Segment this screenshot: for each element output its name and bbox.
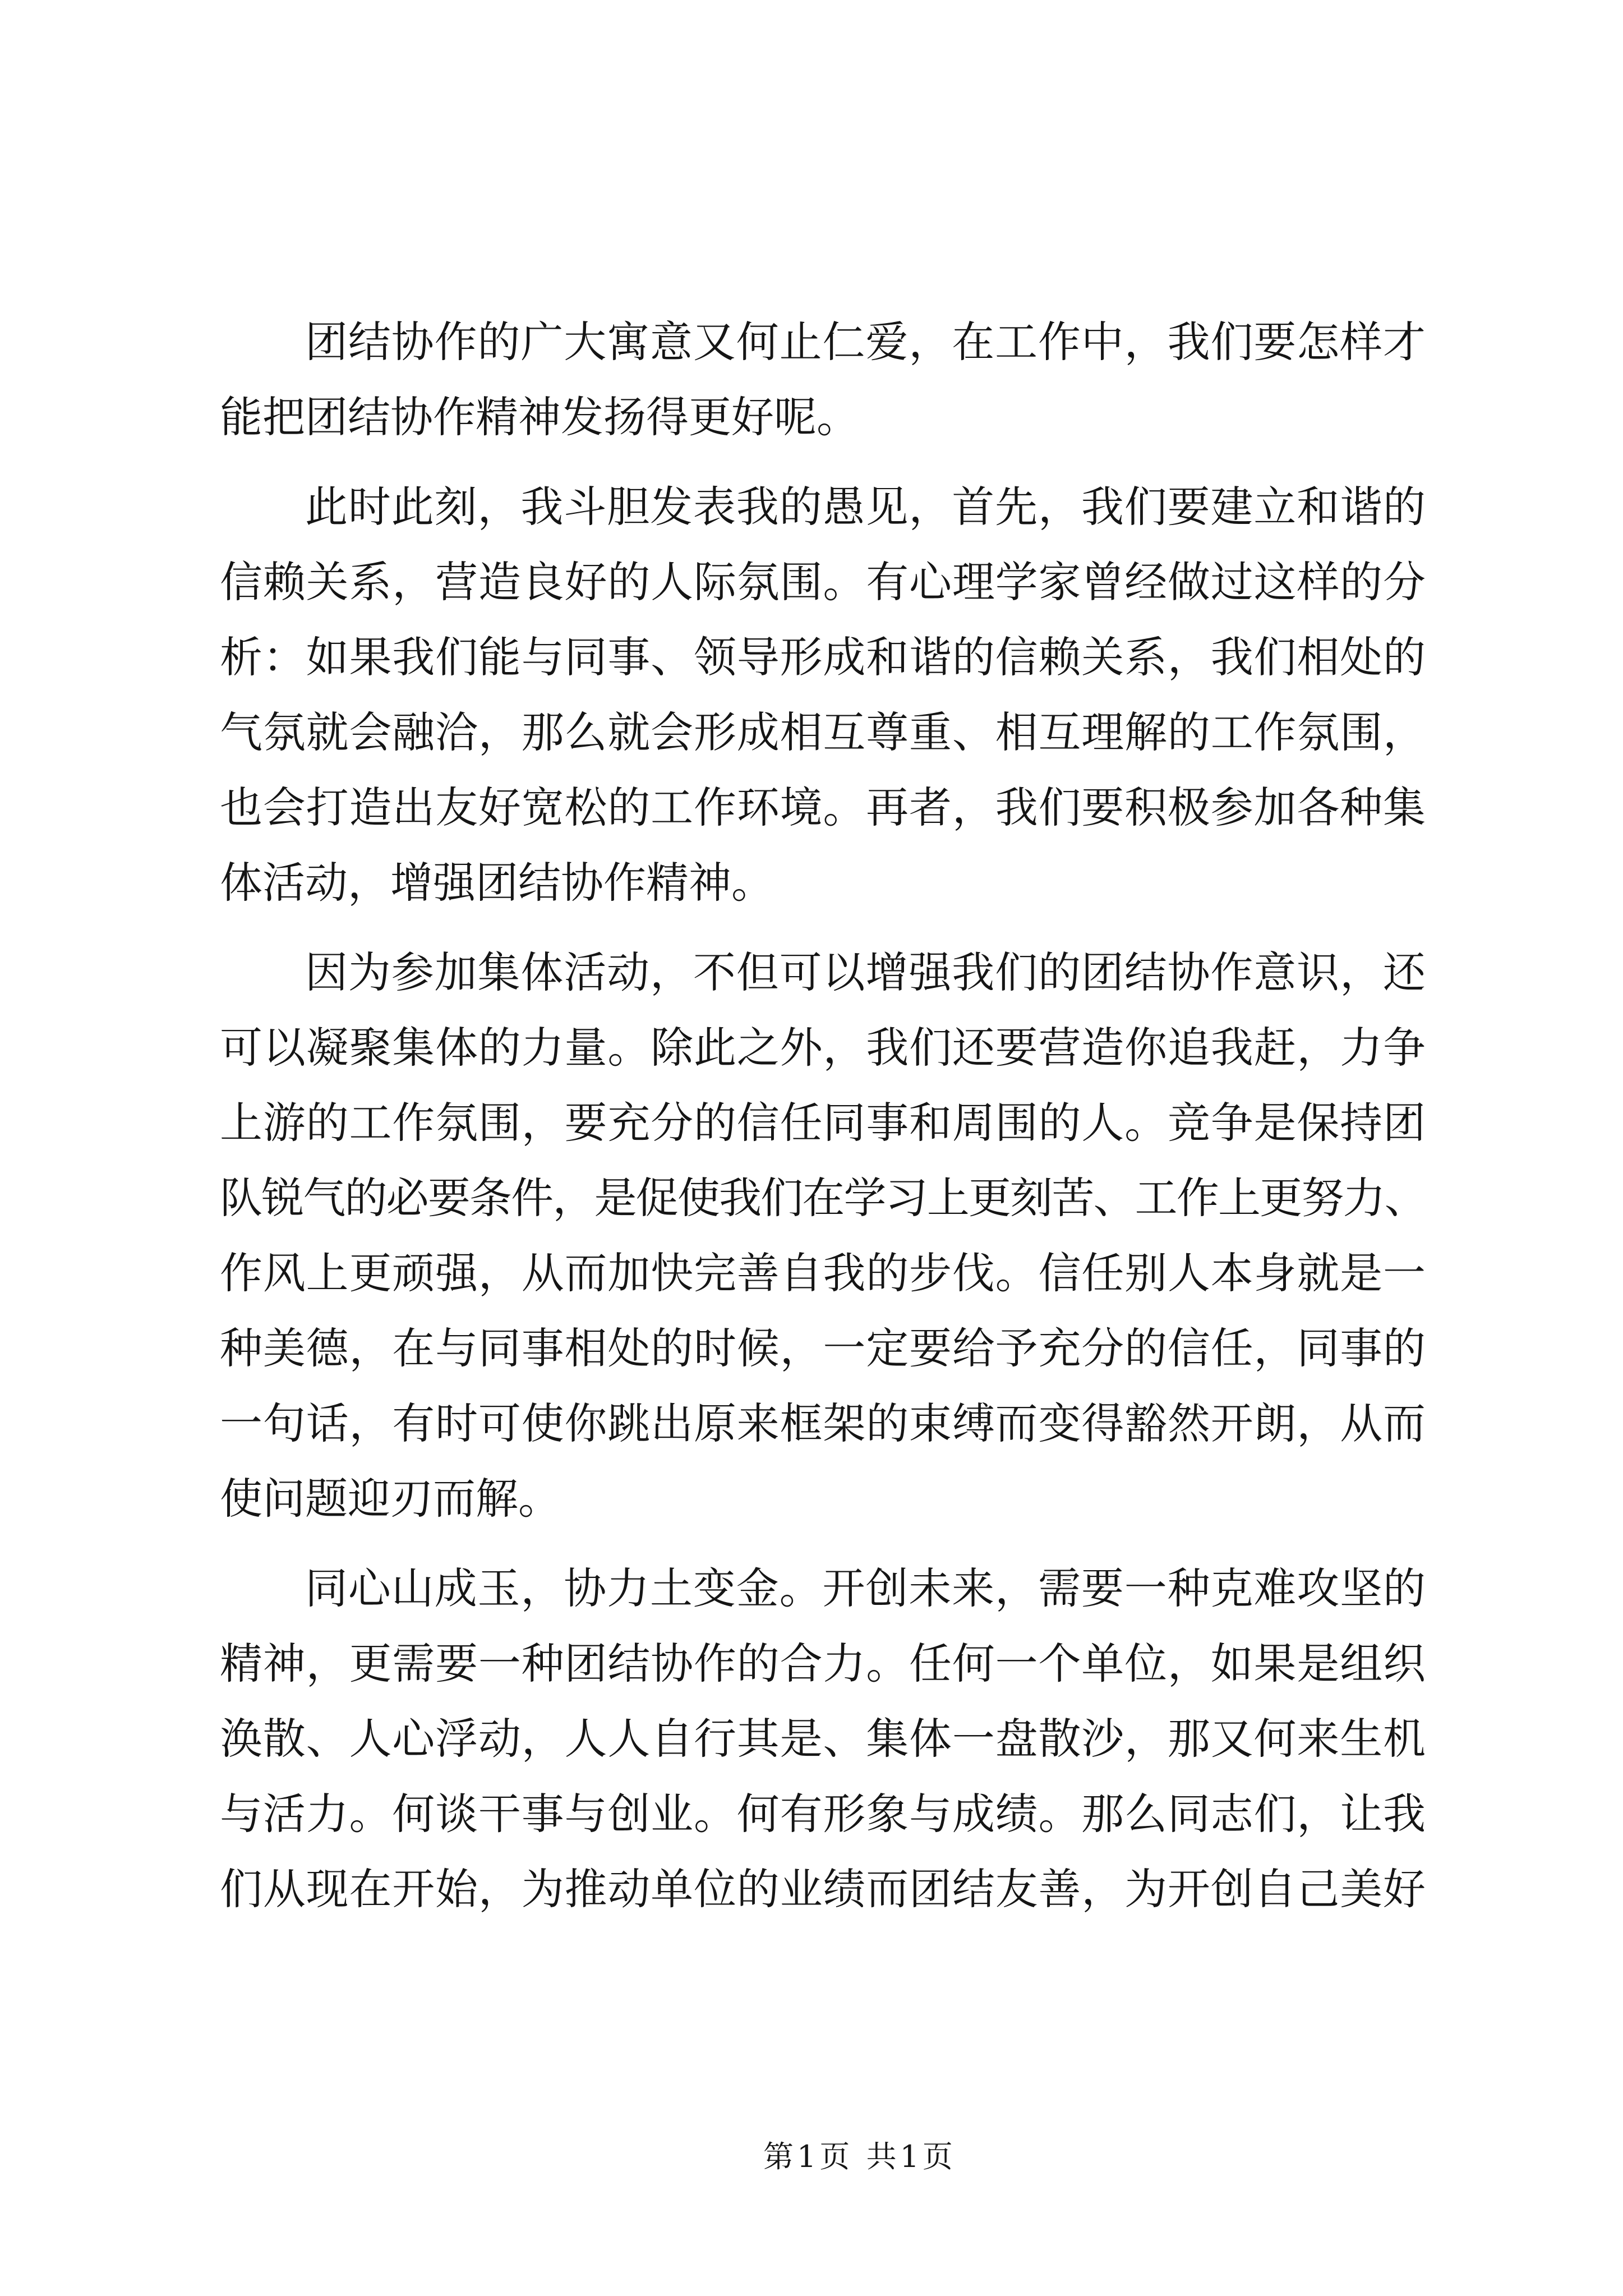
text-line: 此时此刻，我斗胆发表我的愚见，首先，我们要建立和谐的: [305, 482, 1426, 532]
text-line: 精神，更需要一种团结协作的合力。任何一个单位，如果是组织: [220, 1639, 1426, 1688]
text-line: 体活动，增强团结协作精神。: [220, 858, 774, 908]
text-line: 信赖关系，营造良好的人际氛围。有心理学家曾经做过这样的分: [220, 557, 1426, 607]
text-line: 同心山成玉，协力土变金。开创未来，需要一种克难攻坚的: [305, 1563, 1426, 1613]
text-line: 气氛就会融洽，那么就会形成相互尊重、相互理解的工作氛围，: [220, 707, 1426, 757]
text-line: 们从现在开始，为推动单位的业绩而团结友善，为开创自己美好: [220, 1864, 1426, 1914]
text-line: 能把团结协作精神发扬得更好呢。: [220, 392, 859, 442]
text-line: 使问题迎刃而解。: [220, 1474, 561, 1524]
text-line: 因为参加集体活动，不但可以增强我们的团结协作意识，还: [305, 947, 1426, 997]
page-number-footer: 第1页 共1页: [763, 2139, 956, 2174]
text-line: 也会打造出友好宽松的工作环境。再者，我们要积极参加各种集: [220, 783, 1426, 832]
text-line: 与活力。何谈干事与创业。何有形象与成绩。那么同志们，让我: [220, 1789, 1426, 1839]
paragraph: [220, 1551, 1426, 1927]
text-line: 可以凝聚集体的力量。除此之外，我们还要营造你追我赶，力争: [220, 1023, 1426, 1073]
document-body: [220, 305, 1426, 1927]
text-line: 上游的工作氛围，要充分的信任同事和周围的人。竞争是保持团: [220, 1098, 1426, 1148]
text-line: 作风上更顽强，从而加快完善自我的步伐。信任别人本身就是一: [220, 1248, 1426, 1298]
text-line: 涣散、人心浮动，人人自行其是、集体一盘散沙，那又何来生机: [220, 1714, 1426, 1764]
text-line: 析：如果我们能与同事、领导形成和谐的信赖关系，我们相处的: [220, 632, 1426, 682]
paragraph: [220, 470, 1426, 921]
text-line: 种美德，在与同事相处的时候，一定要给予充分的信任，同事的: [220, 1323, 1426, 1373]
paragraph: [220, 305, 1426, 455]
paragraph: [220, 935, 1426, 1536]
text-line: 一句话，有时可使你跳出原来框架的束缚而变得豁然开朗，从而: [220, 1398, 1426, 1448]
text-line: 队锐气的必要条件，是促使我们在学习上更刻苦、工作上更努力、: [220, 1173, 1426, 1223]
text-line: 团结协作的广大寓意又何止仁爱，在工作中，我们要怎样才: [305, 317, 1426, 367]
